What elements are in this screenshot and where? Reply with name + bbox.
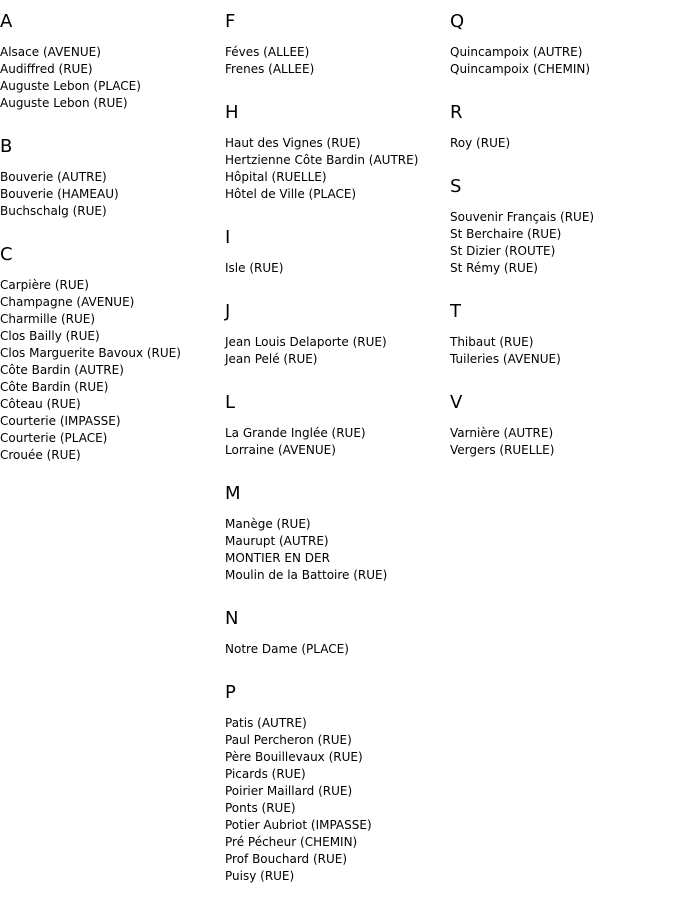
street-entry: Jean Louis Delaporte (RUE) (225, 335, 387, 349)
street-entry: Picards (RUE) (225, 767, 306, 781)
street-entry: Féves (ALLEE) (225, 45, 310, 59)
letter-section (225, 607, 445, 658)
street-entry: Auguste Lebon (RUE) (0, 96, 128, 110)
street-entry: Bouverie (AUTRE) (0, 170, 107, 184)
street-list (450, 44, 670, 78)
street-entry: Côte Bardin (AUTRE) (0, 363, 124, 377)
section-letter-heading: Q (450, 11, 465, 32)
street-entry: Roy (RUE) (450, 136, 511, 150)
street-entry: Courterie (IMPASSE) (0, 414, 121, 428)
street-list (225, 425, 445, 459)
street-entry: Champagne (AVENUE) (0, 295, 135, 309)
street-entry: Hertzienne Côte Bardin (AUTRE) (225, 153, 419, 167)
street-list (0, 277, 220, 464)
street-list (450, 425, 670, 459)
column-3 (450, 10, 670, 482)
section-letter-heading: V (450, 392, 463, 413)
street-list (225, 715, 445, 885)
street-entry: Puisy (RUE) (225, 869, 295, 883)
column-2 (225, 10, 445, 908)
street-entry: MONTIER EN DER (225, 551, 330, 565)
street-entry: Hôtel de Ville (PLACE) (225, 187, 357, 201)
street-list (225, 516, 445, 584)
letter-section (225, 226, 445, 277)
section-letter-heading: T (450, 301, 461, 322)
section-letter-heading: N (225, 608, 239, 629)
street-list (225, 44, 445, 78)
street-entry: Auguste Lebon (PLACE) (0, 79, 141, 93)
section-letter-heading: B (0, 136, 13, 157)
section-letter-heading: P (225, 682, 236, 703)
letter-section (225, 681, 445, 885)
street-entry: Moulin de la Battoire (RUE) (225, 568, 388, 582)
street-entry: Courterie (PLACE) (0, 431, 108, 445)
section-letter-heading: R (450, 102, 463, 123)
letter-section (225, 101, 445, 203)
street-entry: Notre Dame (PLACE) (225, 642, 349, 656)
street-entry: Ponts (RUE) (225, 801, 296, 815)
street-entry: Alsace (AVENUE) (0, 45, 101, 59)
section-letter-heading: H (225, 102, 239, 123)
letter-section (450, 101, 670, 152)
street-list (225, 641, 445, 658)
street-entry: St Rémy (RUE) (450, 261, 538, 275)
street-entry: Poirier Maillard (RUE) (225, 784, 353, 798)
street-entry: Haut des Vignes (RUE) (225, 136, 361, 150)
street-entry: Côteau (RUE) (0, 397, 81, 411)
letter-section (0, 135, 220, 220)
street-entry: St Dizier (ROUTE) (450, 244, 556, 258)
street-entry: Maurupt (AUTRE) (225, 534, 329, 548)
section-letter-heading: I (225, 227, 231, 248)
letter-section (450, 391, 670, 459)
street-entry: Souvenir Français (RUE) (450, 210, 595, 224)
column-1 (0, 10, 220, 487)
street-entry: Pré Pécheur (CHEMIN) (225, 835, 358, 849)
street-entry: Charmille (RUE) (0, 312, 96, 326)
letter-section (450, 300, 670, 368)
street-entry: Prof Bouchard (RUE) (225, 852, 348, 866)
street-entry: Clos Marguerite Bavoux (RUE) (0, 346, 181, 360)
section-letter-heading: L (225, 392, 236, 413)
street-entry: Côte Bardin (RUE) (0, 380, 109, 394)
street-list (0, 169, 220, 220)
letter-section (450, 175, 670, 277)
section-letter-heading: M (225, 483, 241, 504)
street-entry: La Grande Inglée (RUE) (225, 426, 366, 440)
section-letter-heading: S (450, 176, 462, 197)
letter-section (0, 10, 220, 112)
section-letter-heading: F (225, 11, 236, 32)
street-entry: Patis (AUTRE) (225, 716, 307, 730)
street-list (225, 135, 445, 203)
street-entry: Frenes (ALLEE) (225, 62, 315, 76)
street-entry: Jean Pelé (RUE) (225, 352, 318, 366)
street-list (225, 334, 445, 368)
section-letter-heading: A (0, 11, 13, 32)
street-list (450, 209, 670, 277)
street-entry: Isle (RUE) (225, 261, 284, 275)
letter-section (225, 10, 445, 78)
street-list (450, 334, 670, 368)
street-list (450, 135, 670, 152)
street-entry: Hôpital (RUELLE) (225, 170, 327, 184)
street-entry: Audiffred (RUE) (0, 62, 93, 76)
letter-section (0, 243, 220, 464)
street-entry: Carpière (RUE) (0, 278, 89, 292)
street-entry: Quincampoix (AUTRE) (450, 45, 583, 59)
street-entry: Paul Percheron (RUE) (225, 733, 352, 747)
section-letter-heading: J (225, 301, 231, 322)
letter-section (225, 300, 445, 368)
street-entry: Quincampoix (CHEMIN) (450, 62, 591, 76)
street-list (225, 260, 445, 277)
section-letter-heading: C (0, 244, 13, 265)
street-entry: Crouée (RUE) (0, 448, 81, 462)
street-list (0, 44, 220, 112)
street-entry: St Berchaire (RUE) (450, 227, 562, 241)
street-entry: Varnière (AUTRE) (450, 426, 554, 440)
street-entry: Tuileries (AVENUE) (450, 352, 561, 366)
letter-section (225, 482, 445, 584)
letter-section (450, 10, 670, 78)
street-entry: Thibaut (RUE) (450, 335, 534, 349)
letter-section (225, 391, 445, 459)
street-entry: Clos Bailly (RUE) (0, 329, 100, 343)
street-entry: Père Bouillevaux (RUE) (225, 750, 363, 764)
street-entry: Buchschalg (RUE) (0, 204, 107, 218)
street-entry: Bouverie (HAMEAU) (0, 187, 119, 201)
street-entry: Vergers (RUELLE) (450, 443, 555, 457)
street-entry: Lorraine (AVENUE) (225, 443, 336, 457)
street-entry: Potier Aubriot (IMPASSE) (225, 818, 372, 832)
street-entry: Manège (RUE) (225, 517, 311, 531)
